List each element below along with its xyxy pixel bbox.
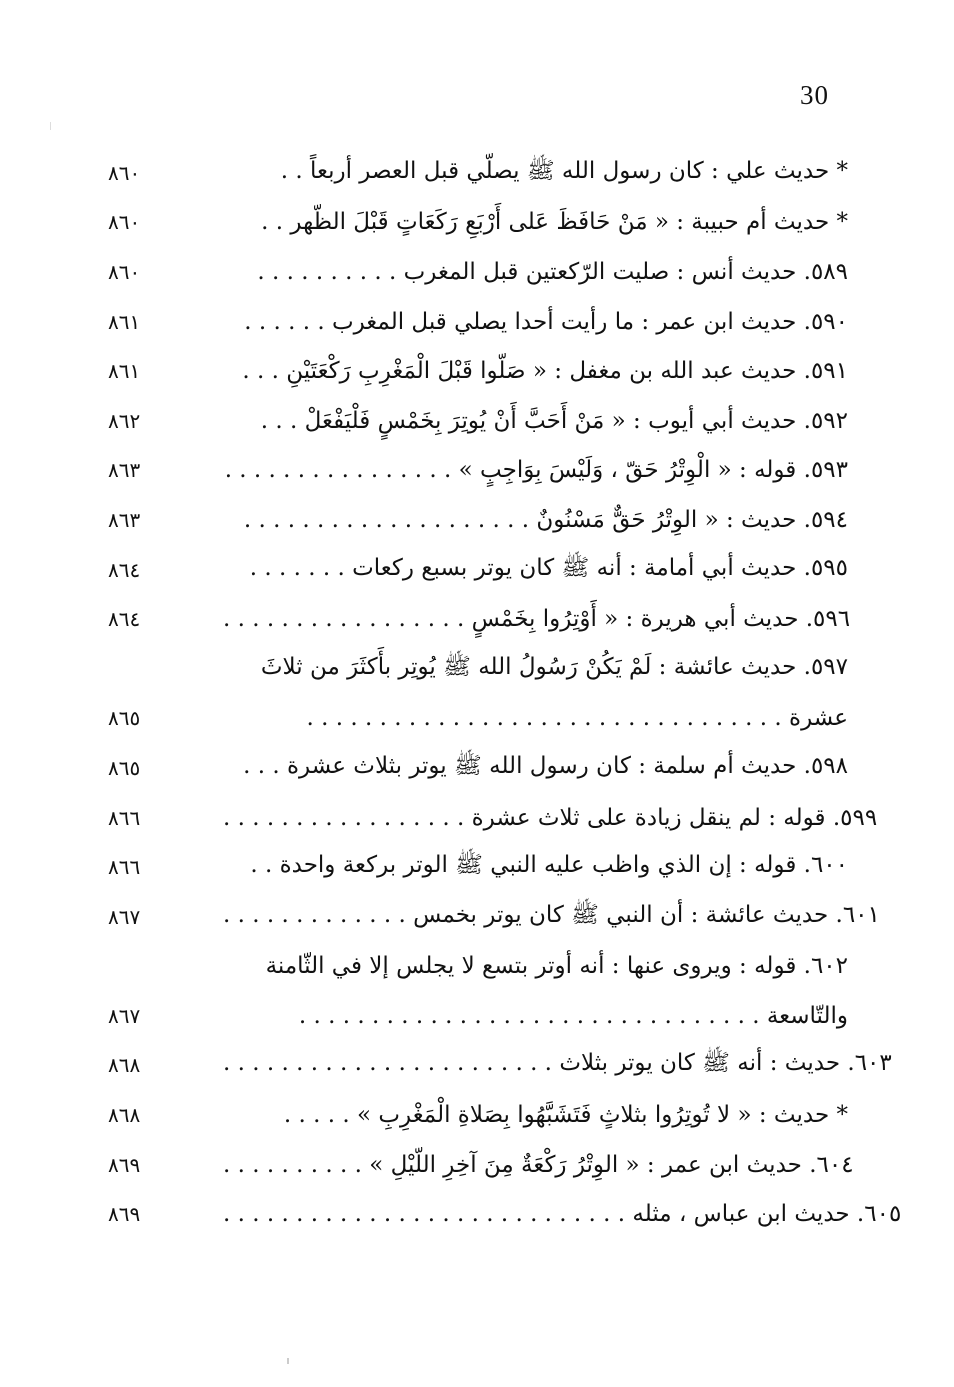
- toc-page-ref: ٨٦٥: [108, 755, 141, 780]
- toc-page-ref: ٨٦٣: [108, 507, 141, 532]
- toc-entry-title: ٦٠٤. حديث ابن عمر : « الوِتْرُ رَكْعَةٌ مِنَ آخِرِ اللّيْلِ »: [369, 1151, 854, 1178]
- toc-entry-text: [223, 209, 848, 235]
- toc-entry-text: [223, 358, 848, 384]
- page-number: 30: [800, 80, 829, 110]
- toc-entry-title: ٥٨٩. حديث أنس : صليت الرّكعتين قبل المغرب: [403, 258, 848, 285]
- toc-page-ref: ٨٦٨: [108, 1053, 141, 1078]
- toc-entry: [100, 148, 848, 198]
- toc-entry: [100, 1041, 892, 1091]
- toc-entry: [100, 198, 848, 248]
- toc-entry-text: [223, 408, 848, 434]
- toc-entry-text: [223, 1048, 892, 1082]
- toc-entry-title: ٥٩٣. قوله : « الْوِتْرُ حَقّ ، وَلَيْسَ بِوَاجِبٍ »: [458, 457, 848, 484]
- table-of-contents: [100, 148, 902, 1239]
- toc-leader-dots: . . . . . . . . . .: [257, 258, 397, 285]
- toc-entry-title: ٥٩٩. قوله : لم ينقل زيادة على ثلاث عشرة: [471, 804, 878, 831]
- toc-entry-text: [223, 1152, 854, 1178]
- toc-entry-title: ٥٩١. حديث عبد الله بن مغفل : « صَلّوا قَبْلَ الْمَغْرِبِ رَكْعَتَيْنِ . . .: [242, 358, 848, 385]
- toc-entry-title: ٥٩٠. حديث ابن عمر : ما رأيت أحدا يصلي قبل المغرب: [331, 308, 848, 335]
- toc-entry-text: [223, 850, 848, 884]
- toc-leader-dots: . . . . . . . . . . . . . . . . .: [223, 606, 465, 633]
- toc-entry: [100, 594, 851, 644]
- toc-page-ref: ٨٦١: [108, 309, 141, 334]
- toc-entry-text: [223, 553, 848, 587]
- toc-entry-title: ٦٠٢. قوله : ويروى عنها : أنه أوتر بتسع لا يجلس إلا في الثّامنة: [265, 953, 848, 980]
- toc-leader-dots: . . . . . .: [244, 308, 325, 335]
- toc-leader-dots: . . . . . . . . . . . . .: [223, 901, 406, 928]
- toc-entry: [100, 396, 848, 446]
- toc-entry: [100, 545, 848, 595]
- toc-page-ref: ٨٦٦: [108, 805, 141, 830]
- toc-page-ref: ٨٦٤: [108, 557, 141, 582]
- toc-entry-continuation: [100, 694, 848, 744]
- toc-entry-text: [223, 309, 848, 335]
- toc-entry-title: * حديث أم حبيبة : « مَنْ حَافَظَ عَلى أَرْبَعِ رَكَعَاتٍ قَبْلَ الظّهر . .: [261, 209, 848, 236]
- toc-entry-title: * حديث : « لا تُوتِرُوا بثلاثٍ فَتَشَبَّهُوا بِصَلاةِ الْمَغْرِبِ »: [356, 1102, 848, 1129]
- toc-page-ref: ٨٦٤: [108, 607, 141, 632]
- toc-leader-dots: . . . . . . . . . . . . . . . .: [224, 457, 452, 484]
- toc-entry: [100, 495, 848, 545]
- margin-mark: [50, 122, 51, 130]
- toc-leader-dots: . . . . . . . . . . . . . . . . . . . . . . . . . . . . . . . . .: [306, 705, 782, 732]
- toc-page-ref: ٨٦٧: [108, 904, 141, 929]
- toc-entry-text: [223, 606, 850, 632]
- toc-leader-dots: . . . . . . . . . . . . . . . . . . . . . . . . . . . .: [223, 1201, 626, 1228]
- toc-entry: [100, 892, 880, 942]
- toc-entry: [100, 1090, 848, 1140]
- toc-entry: [100, 1189, 902, 1239]
- toc-entry: [100, 743, 848, 793]
- toc-entry: [100, 942, 848, 992]
- toc-page-ref: ٨٦٥: [108, 706, 141, 731]
- toc-entry-text: [223, 751, 848, 785]
- toc-entry: [100, 247, 848, 297]
- toc-entry: [100, 446, 848, 496]
- toc-entry-title: ٥٩٥. حديث أبي أمامة : أنه ﷺ كان يوتر بسبع ركعات: [352, 554, 848, 581]
- toc-page-ref: ٨٦٠: [108, 210, 141, 235]
- toc-entry-title: ٥٩٨. حديث أم سلمة : كان رسول الله ﷺ يوتر بثلاث عشرة . . .: [243, 752, 848, 779]
- toc-entry-text: [223, 805, 877, 831]
- toc-entry-title: ٥٩٦. حديث أبي هريرة : « أَوْتِرُوا بِخَمْسٍ: [471, 606, 851, 633]
- toc-leader-dots: . . . . . . .: [249, 554, 345, 581]
- toc-page-ref: ٨٦٩: [108, 1152, 141, 1177]
- toc-page-ref: ٨٦٩: [108, 1202, 141, 1227]
- toc-entry: [100, 346, 848, 396]
- toc-page-ref: ٨٦٠: [108, 259, 141, 284]
- toc-entry: [100, 297, 848, 347]
- scan-mark: [287, 1358, 289, 1364]
- toc-page-ref: ٨٦٧: [108, 1003, 141, 1028]
- toc-entry-title: ٥٩٧. حديث عائشة : لَمْ يَكُنْ رَسُولُ الله ﷺ يُوتِر بأَكثَرَ من ثلاثَ: [260, 653, 848, 680]
- toc-entry: [100, 793, 878, 843]
- toc-entry-title: والتّاسعة: [766, 1002, 848, 1029]
- toc-entry-text: [223, 457, 848, 483]
- toc-leader-dots: . . . . . . . . . . . . . . . . . . . . . . . . . . . . . . . .: [298, 1002, 760, 1029]
- toc-entry-text: [223, 652, 848, 686]
- toc-entry-text: [223, 705, 848, 731]
- toc-entry-title: ٦٠١. حديث عائشة : أن النبي ﷺ كان يوتر بخمس: [413, 901, 880, 928]
- toc-page-ref: ٨٦٨: [108, 1103, 141, 1128]
- toc-entry-title: ٦٠٠. قوله : إن الذي واظب عليه النبي ﷺ الوتر بركعة واحدة . .: [250, 852, 848, 879]
- toc-leader-dots: . . . . .: [283, 1102, 350, 1129]
- toc-entry-text: [223, 900, 880, 934]
- toc-entry-title: * حديث علي : كان رسول الله ﷺ يصلّي قبل العصر أربعاً . .: [280, 157, 848, 184]
- toc-entry-text: [223, 953, 848, 979]
- toc-entry-continuation: [100, 991, 848, 1041]
- toc-entry-text: [223, 507, 848, 533]
- toc-entry-text: [223, 1102, 848, 1128]
- toc-leader-dots: . . . . . . . . . .: [223, 1151, 362, 1178]
- toc-page-ref: ٨٦٢: [108, 408, 141, 433]
- toc-entry-text: [223, 156, 848, 190]
- toc-entry-text: [223, 1003, 848, 1029]
- toc-page-ref: ٨٦٠: [108, 160, 141, 185]
- toc-entry-title: ٥٩٤. حديث : « الوِتْرُ حَقٌّ مَسْنُونٌ: [536, 506, 848, 533]
- toc-entry: [100, 1140, 854, 1190]
- toc-page-ref: ٨٦٦: [108, 855, 141, 880]
- toc-entry: [100, 644, 848, 694]
- toc-leader-dots: . . . . . . . . . . . . . . . . . . . .: [243, 506, 530, 533]
- toc-page-ref: ٨٦٣: [108, 458, 141, 483]
- toc-entry-title: ٦٠٥. حديث ابن عباس ، مثله: [632, 1201, 902, 1228]
- toc-entry-title: ٥٩٢. حديث أبي أيوب : « مَنْ أَحَبَّ أَنْ يُوتِرَ بِخَمْسٍ فَلْيَفْعَلْ . . .: [260, 407, 848, 434]
- toc-leader-dots: . . . . . . . . . . . . . . . . .: [223, 804, 465, 831]
- toc-page-ref: ٨٦١: [108, 359, 141, 384]
- toc-entry-title: عشرة: [789, 705, 848, 732]
- toc-leader-dots: . . . . . . . . . . . . . . . . . . . . . . .: [223, 1050, 552, 1077]
- toc-entry: [100, 842, 848, 892]
- toc-entry-text: [223, 1201, 901, 1227]
- toc-entry-title: ٦٠٣. حديث : أنه ﷺ كان يوتر بثلاث: [559, 1050, 892, 1077]
- toc-entry-text: [223, 259, 848, 285]
